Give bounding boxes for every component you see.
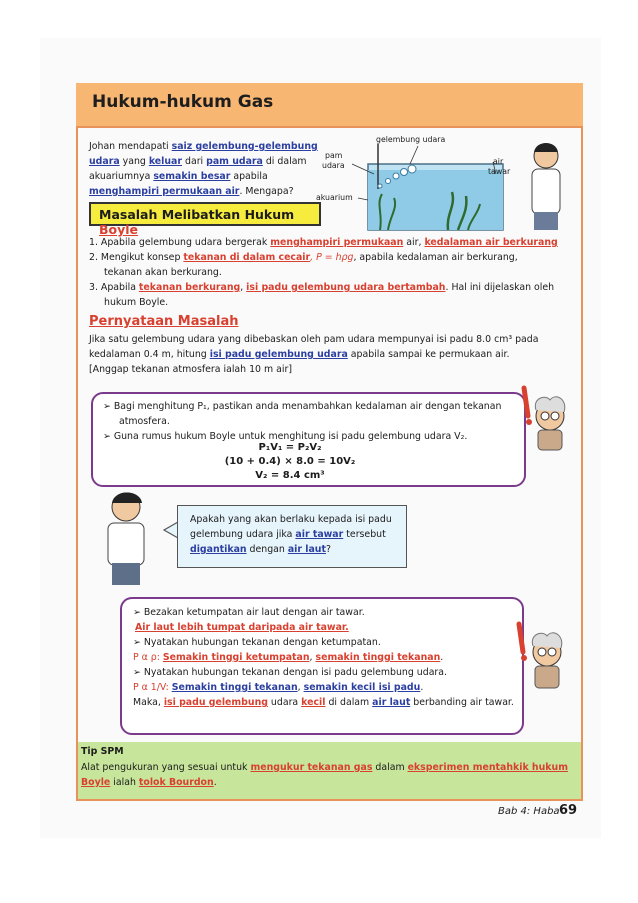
answer-term: Semakin tinggi ketumpatan <box>162 652 310 663</box>
intro-text-segment: Johan mendapati <box>89 141 172 152</box>
equation-block <box>190 441 390 483</box>
point-text: 3. Apabila <box>89 282 139 293</box>
page-number: 69 <box>559 803 578 818</box>
answer-term: isi padu gelembung <box>163 697 268 708</box>
scientist-body <box>538 430 562 450</box>
speech-line: tersebut <box>343 529 386 540</box>
answer-line: ➢ Bezakan ketumpatan air laut dengan air tawar. <box>133 607 365 618</box>
answer-line: udara <box>267 697 302 708</box>
glasses <box>541 412 549 420</box>
intro-text <box>89 139 329 199</box>
boy-thinking-icon <box>98 489 154 587</box>
speech-term: air tawar <box>295 529 344 540</box>
bubble <box>401 169 408 176</box>
glasses <box>551 412 559 420</box>
scientist-hair <box>535 397 565 412</box>
answer-line: . <box>420 682 424 693</box>
boy-hair <box>112 493 142 504</box>
answer-term: Semakin tinggi tekanan <box>171 682 298 693</box>
intro-term: menghampiri permukaan air <box>89 186 240 197</box>
intro-term: keluar <box>148 156 183 167</box>
answer-line: di dalam <box>325 697 373 708</box>
intro-term: saiz gelembung-gelembung <box>171 141 318 152</box>
tip-line: Alat pengukuran yang sesuai untuk <box>81 762 251 773</box>
chapter-label: Bab 4: Haba <box>498 806 560 817</box>
exclamation-dot <box>526 419 532 425</box>
point-term: kedalaman air berkurang <box>424 237 558 248</box>
page-title: Hukum-hukum Gas <box>92 92 274 112</box>
intro-term: pam udara <box>206 156 263 167</box>
point-formula: , P = hρg <box>310 252 354 263</box>
scientist-hair <box>532 633 562 648</box>
heading-term: Boyle <box>99 222 139 237</box>
label-air: air <box>493 157 504 166</box>
points-list <box>89 235 569 310</box>
bubble <box>378 184 382 188</box>
problem-text-line: apabila sampai ke permukaan air. <box>347 349 510 360</box>
point-text: , <box>240 282 247 293</box>
boy-pants <box>112 563 140 585</box>
point-text: 2. Mengikut konsep <box>89 252 184 263</box>
answer-line: . <box>440 652 444 663</box>
heading-text: Masalah Melibatkan Hukum <box>99 207 295 222</box>
answer-formula: P α 1/V: <box>133 682 172 693</box>
label-pointer <box>410 146 418 164</box>
speech-line: Apakah yang akan berlaku kepada isi padu <box>190 514 392 525</box>
tip-term: eksperimen mentahkik hukum <box>407 762 568 773</box>
label-tawar: tawar <box>488 167 511 176</box>
point-text: , apabila kedalaman air berkurang, <box>353 252 518 263</box>
solution-line: ➢ Guna rumus hukum Boyle untuk menghitung isi padu gelembung udara V₂. <box>103 431 468 442</box>
glasses <box>548 648 556 656</box>
label-pointer <box>358 198 368 200</box>
tip-line: . <box>213 777 217 788</box>
tip-text <box>81 760 576 790</box>
problem-text <box>89 332 569 377</box>
point-text: air, <box>403 237 425 248</box>
point-text: 1. Apabila gelembung udara bergerak <box>89 237 271 248</box>
speech-line: ? <box>325 544 331 555</box>
equation-line: (10 + 0.4) × 8.0 = 10V₂ <box>224 456 356 467</box>
point-text: tekanan akan berkurang. <box>104 267 222 278</box>
solution-line: atmosfera. <box>119 416 170 427</box>
point-term: isi padu gelembung udara bertambah <box>246 282 446 293</box>
intro-text-segment: di dalam <box>262 156 307 167</box>
point-term: tekanan di dalam cecair <box>183 252 311 263</box>
point-text: hukum Boyle. <box>104 297 169 308</box>
problem-text-line: [Anggap tekanan atmosfera ialah 10 m air] <box>89 364 292 375</box>
intro-text-segment: . Mengapa? <box>239 186 294 197</box>
label-udara: udara <box>322 161 345 170</box>
speech-term: digantikan <box>190 544 247 555</box>
answer-term: kecil <box>301 697 326 708</box>
point-term: tekanan berkurang <box>138 282 241 293</box>
scientist-icon <box>510 384 570 454</box>
problem-term: isi padu gelembung udara <box>209 349 348 360</box>
equation-line: V₂ = 8.4 cm³ <box>255 470 325 481</box>
answer-line: , <box>309 652 316 663</box>
scientist-body <box>535 666 559 688</box>
tip-heading: Tip SPM <box>81 746 124 757</box>
boy-shirt <box>532 169 560 214</box>
tip-term: Boyle <box>81 777 111 788</box>
speech-line: gelembung udara jika <box>190 529 296 540</box>
answer-line: ➢ Nyatakan hubungan tekanan dengan isi padu gelembung udara. <box>133 667 448 678</box>
label-akuarium: akuarium <box>316 193 353 202</box>
answer-line: Maka, <box>133 697 164 708</box>
answer-text <box>133 605 523 710</box>
point-text: . Hal ini dijelaskan oleh <box>445 282 555 293</box>
intro-term: udara <box>89 156 120 167</box>
exclamation-dot <box>521 655 527 661</box>
bubble <box>386 179 391 184</box>
answer-line: berbanding air tawar. <box>410 697 514 708</box>
intro-text-segment: yang <box>119 156 149 167</box>
boy-shirt <box>108 523 144 565</box>
answer-line: ➢ Nyatakan hubungan tekanan dengan ketumpatan. <box>133 637 381 648</box>
solution-text <box>103 399 518 444</box>
tip-term: tolok Bourdon <box>138 777 214 788</box>
equation-line: P₁V₁ = P₂V₂ <box>258 442 322 453</box>
aquarium-diagram <box>318 134 580 234</box>
answer-line: , <box>297 682 304 693</box>
tip-term: mengukur tekanan gas <box>250 762 373 773</box>
speech-text <box>190 512 405 557</box>
answer-term: air laut <box>372 697 411 708</box>
section-heading <box>89 202 321 237</box>
answer-term: semakin kecil isi padu <box>303 682 421 693</box>
bubble <box>408 165 416 173</box>
exclamation-icon <box>519 624 523 652</box>
answer-formula: P α ρ: <box>133 652 163 663</box>
exclamation-icon <box>524 388 528 416</box>
solution-line: ➢ Bagi menghitung P₁, pastikan anda menambahkan kedalaman air dengan tekanan <box>103 401 502 412</box>
label-pam: pam <box>325 151 343 160</box>
tip-line: ialah <box>110 777 139 788</box>
intro-term: semakin besar <box>153 171 231 182</box>
label-gelembung: gelembung udara <box>376 135 446 144</box>
bubble <box>393 173 399 179</box>
answer-term: semakin tinggi tekanan <box>315 652 441 663</box>
point-term: menghampiri permukaan <box>270 237 404 248</box>
glasses <box>538 648 546 656</box>
answer-term: Air laut lebih tumpat daripada air tawar. <box>135 622 349 633</box>
intro-text-segment: apabila <box>230 171 268 182</box>
problem-heading: Pernyataan Masalah <box>89 314 239 329</box>
boy-hair <box>534 143 558 152</box>
speech-line: dengan <box>246 544 288 555</box>
intro-text-segment: akuariumnya <box>89 171 154 182</box>
speech-term: air laut <box>287 544 326 555</box>
tip-line: dalam <box>372 762 408 773</box>
scientist-icon <box>507 620 569 692</box>
problem-text-line: kedalaman 0.4 m, hitung <box>89 349 210 360</box>
intro-text-segment: dari <box>182 156 207 167</box>
boy-pants <box>534 212 558 230</box>
problem-text-line: Jika satu gelembung udara yang dibebaskan oleh pam udara mempunyai isi padu 8.0 cm³ pada <box>89 334 539 345</box>
